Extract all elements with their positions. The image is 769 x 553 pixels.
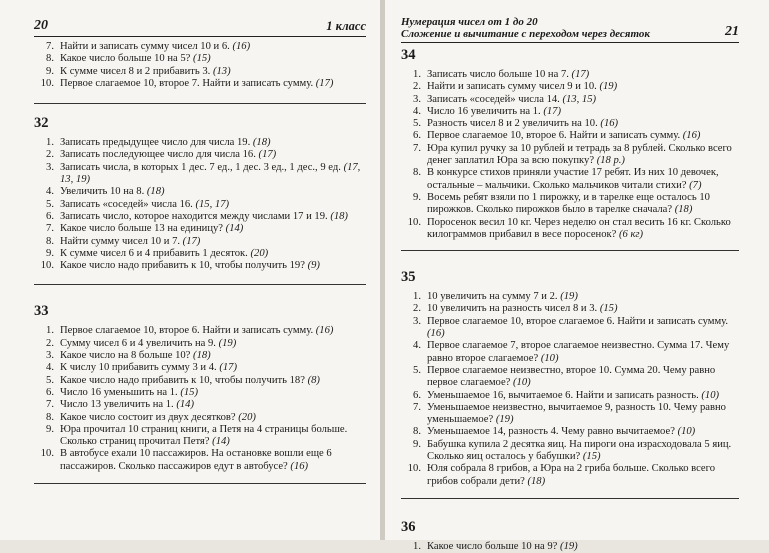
task-list — [34, 325, 366, 473]
task-text-block — [60, 325, 366, 337]
task-number: 3. — [413, 315, 421, 327]
task-text: Увеличить 10 на 8. — [60, 186, 145, 198]
task-text-block — [60, 137, 366, 149]
task-number: 10. — [40, 260, 54, 272]
task-item — [34, 350, 366, 362]
task-text-block — [427, 130, 739, 142]
task-answer: (8) — [307, 374, 320, 386]
task-number: 2. — [46, 337, 54, 349]
task-text-block — [60, 236, 366, 248]
task-text-block — [427, 463, 739, 488]
task-item — [34, 236, 366, 248]
task-item — [34, 260, 366, 272]
task-text-block — [427, 192, 739, 217]
task-text: Уменьшаемое 16, вычитаемое 6. Найти и записать разность. — [427, 389, 699, 401]
task-item — [34, 448, 366, 473]
section-divider — [34, 483, 366, 484]
task-number: 9. — [46, 65, 54, 77]
task-number: 7. — [413, 401, 421, 413]
task-number: 2. — [413, 81, 421, 93]
task-text: Первое слагаемое 10, второе 6. Найти и записать сумму. — [60, 325, 314, 337]
task-text-block — [427, 402, 739, 427]
task-text: Записать последующее число для числа 16. — [60, 149, 256, 161]
task-text: Первое слагаемое неизвестно, второе 10. Сумма 20. Чему равно первое слагаемое? — [427, 364, 716, 389]
task-item — [401, 541, 739, 553]
task-text-block — [60, 399, 366, 411]
task-item — [401, 463, 739, 488]
task-text-block — [60, 424, 366, 449]
task-number: 5. — [46, 198, 54, 210]
task-answer: (16) — [232, 41, 251, 52]
task-text: Какое число больше 10 на 9? — [427, 540, 558, 552]
task-number: 8. — [413, 167, 421, 179]
task-text: Какое число надо прибавить к 10, чтобы получить 18? — [60, 374, 305, 386]
task-number: 6. — [413, 389, 421, 401]
task-answer: (15, 17) — [195, 198, 230, 210]
task-number: 4. — [46, 362, 54, 374]
task-text: К сумме чисел 8 и 2 прибавить 3. — [60, 65, 211, 77]
task-text-block — [427, 143, 739, 168]
task-answer: (10) — [701, 389, 720, 401]
task-item — [401, 143, 739, 168]
task-number: 10. — [40, 448, 54, 460]
task-text-block — [427, 118, 739, 130]
task-answer: (16) — [290, 460, 309, 472]
section-divider — [401, 498, 739, 499]
task-item — [401, 291, 739, 303]
task-number: 4. — [413, 340, 421, 352]
task-item — [34, 362, 366, 374]
task-text: Число 16 уменьшить на 1. — [60, 386, 178, 398]
task-text-block — [427, 426, 739, 438]
task-item — [401, 118, 739, 130]
task-text: Первое слагаемое 10, второе 7. Найти и записать сумму. — [60, 77, 314, 89]
task-text: Разность чисел 8 и 2 увеличить на 10. — [427, 118, 598, 130]
section-divider — [401, 250, 739, 251]
task-text: Записать число, которое находится между числами 17 и 19. — [60, 210, 328, 222]
section-divider — [34, 103, 366, 104]
running-title-line-2: Сложение и вычитание с переходом через десяток — [401, 28, 650, 40]
task-text-block — [427, 81, 739, 93]
task-list — [34, 137, 366, 272]
task-item — [34, 199, 366, 211]
task-answer: (20) — [250, 247, 269, 259]
section-35 — [401, 269, 739, 499]
task-number: 10. — [407, 463, 421, 475]
task-number: 5. — [413, 118, 421, 130]
task-item — [34, 412, 366, 424]
task-answer: (18) — [330, 210, 348, 222]
running-title-line-1: Нумерация чисел от 1 до 20 — [401, 16, 538, 28]
task-number: 3. — [413, 93, 421, 105]
task-text-block — [60, 338, 366, 350]
task-answer: (17) — [571, 69, 590, 80]
task-answer: (15) — [582, 451, 601, 463]
task-text-block — [60, 412, 366, 424]
task-item — [401, 217, 739, 242]
section-32 — [34, 115, 366, 285]
task-answer: (16) — [682, 130, 701, 142]
task-text-block — [427, 340, 739, 365]
task-text: Бабушка купила 2 десятка яиц. На пироги она израсходовала 5 яиц. Сколько яиц осталось у бабушки? — [427, 438, 732, 463]
task-text-block — [60, 350, 366, 362]
task-item — [401, 81, 739, 93]
task-answer: (16) — [600, 118, 619, 130]
task-number: 9. — [46, 423, 54, 435]
task-number: 1. — [46, 325, 54, 337]
task-item — [34, 53, 366, 65]
section-33 — [34, 303, 366, 484]
task-text-block — [427, 217, 739, 242]
task-answer: (18) — [674, 204, 693, 216]
task-answer: (6 кг) — [619, 228, 644, 240]
task-text: Найти и записать сумму чисел 9 и 10. — [427, 81, 597, 93]
task-item — [401, 192, 739, 217]
task-answer: (16) — [427, 328, 445, 340]
task-text: В автобусе ехали 10 пассажиров. На остановке вошли еще 6 пассажиров. Сколько пассажиров едут в автобусе? — [60, 448, 332, 472]
task-text: Уменьшаемое 14, разность 4. Чему равно вычитаемое? — [427, 426, 675, 438]
task-text-block — [60, 248, 366, 260]
task-item — [34, 399, 366, 411]
task-item — [34, 137, 366, 149]
task-number: 9. — [413, 438, 421, 450]
task-number: 9. — [46, 247, 54, 259]
task-number: 7. — [46, 399, 54, 411]
task-item — [34, 186, 366, 198]
task-number: 6. — [46, 386, 54, 398]
task-text-block — [60, 149, 366, 161]
continued-task-list — [34, 41, 366, 90]
section-36 — [401, 519, 739, 553]
task-number: 4. — [413, 105, 421, 117]
task-text: Юра купил ручку за 10 рублей и тетрадь за 8 рублей. Сколько всего денег заплатил Юра за всю покупку? — [427, 142, 732, 167]
task-item — [34, 162, 366, 187]
task-answer: (10) — [540, 352, 559, 364]
task-text-block — [60, 375, 366, 387]
task-text: Первое слагаемое 10, второе 6. Найти и записать сумму. — [427, 130, 681, 142]
right-page — [385, 0, 769, 552]
task-text: 10 увеличить на сумму 7 и 2. — [427, 291, 558, 303]
task-answer: (14) — [176, 399, 195, 411]
task-answer: (19) — [495, 414, 514, 426]
task-item — [401, 390, 739, 402]
right-page-header — [401, 16, 739, 43]
task-text: Записать «соседей» числа 14. — [427, 93, 560, 105]
task-item — [34, 149, 366, 161]
left-page-header — [34, 18, 366, 37]
task-answer: (18) — [252, 137, 271, 149]
task-item — [34, 338, 366, 350]
task-answer: (16) — [315, 325, 334, 337]
task-number: 3. — [46, 161, 54, 173]
task-text-block — [60, 448, 366, 473]
task-text-block — [427, 365, 739, 390]
task-number: 8. — [46, 411, 54, 423]
task-number: 1. — [46, 137, 54, 149]
task-text: Записать числа, в которых 1 дес. 7 ед., 1 дес. 3 ед., 1 дес., 9 ед. — [60, 161, 341, 173]
task-answer: (14) — [212, 436, 230, 448]
task-answer: (17, 13, 19) — [60, 161, 361, 186]
task-number: 1. — [413, 291, 421, 303]
task-answer: (19) — [560, 291, 578, 303]
task-number: 1. — [413, 540, 421, 552]
section-divider — [34, 284, 366, 285]
task-answer: (17) — [258, 149, 277, 161]
section-title: 34 — [401, 47, 416, 63]
task-text: Уменьшаемое неизвестно, вычитаемое 9, разность 10. Чему равно уменьшаемое? — [427, 401, 726, 426]
task-answer: (9) — [307, 260, 320, 272]
task-item — [401, 303, 739, 315]
task-number: 8. — [413, 426, 421, 438]
task-item — [401, 365, 739, 390]
page-number: 21 — [725, 24, 739, 39]
task-text-block — [60, 362, 366, 374]
task-item — [401, 439, 739, 464]
task-number: 4. — [46, 186, 54, 198]
task-number: 6. — [46, 210, 54, 222]
task-item — [34, 78, 366, 90]
task-text-block — [60, 387, 366, 399]
task-answer: (14) — [225, 223, 244, 235]
task-answer: (17) — [315, 77, 334, 89]
task-item — [34, 248, 366, 260]
task-number: 6. — [413, 130, 421, 142]
task-answer: (18) — [193, 350, 211, 362]
task-list — [401, 69, 739, 241]
task-item — [34, 387, 366, 399]
task-text-block — [427, 106, 739, 118]
task-text: Первое слагаемое 7, второе слагаемое неизвестно. Сумма 17. Чему равно второе слагаемое? — [427, 340, 730, 364]
task-text-block — [427, 439, 739, 464]
task-number: 7. — [46, 41, 54, 52]
task-answer: (15) — [180, 386, 199, 398]
task-answer: (13) — [212, 65, 231, 77]
task-text-block — [427, 390, 739, 402]
task-text-block — [427, 69, 739, 81]
task-list — [401, 291, 739, 488]
running-title: 1 класс — [326, 19, 366, 33]
task-item — [401, 426, 739, 438]
task-number: 7. — [413, 142, 421, 154]
page-number: 20 — [34, 18, 48, 33]
task-item — [401, 106, 739, 118]
task-text-block — [60, 260, 366, 272]
section-title: 35 — [401, 269, 416, 286]
task-item — [34, 41, 366, 53]
task-text: Число 16 увеличить на 1. — [427, 105, 541, 117]
task-item — [34, 66, 366, 78]
task-text-block — [427, 541, 739, 553]
task-item — [401, 69, 739, 81]
task-answer: (13, 15) — [562, 93, 597, 105]
task-text: Восемь ребят взяли по 1 пирожку, и в тарелке еще осталось 10 пирожков. Сколько пирожков было в тарелке сначала? — [427, 191, 710, 216]
task-text: Найти и записать сумму чисел 10 и 6. — [60, 41, 230, 52]
task-number: 8. — [46, 53, 54, 65]
task-text-block — [427, 303, 739, 315]
task-answer: (20) — [238, 411, 256, 423]
task-text: Поросенок весил 10 кг. Через неделю он стал весить 16 кг. Сколько килограммов прибавил в весе поросенок? — [427, 216, 731, 240]
task-answer: (17) — [219, 362, 237, 374]
task-answer: (10) — [513, 377, 531, 389]
left-page — [0, 0, 380, 540]
task-text: Сумму чисел 6 и 4 увеличить на 9. — [60, 337, 216, 349]
task-text-block — [427, 94, 739, 106]
task-text-block — [60, 162, 366, 187]
task-list — [401, 541, 739, 553]
task-text: Найти сумму чисел 10 и 7. — [60, 235, 181, 247]
task-number: 2. — [413, 303, 421, 315]
task-text-block — [60, 53, 366, 65]
task-item — [401, 167, 739, 192]
task-item — [401, 316, 739, 341]
task-item — [34, 424, 366, 449]
task-answer: (15) — [599, 303, 618, 315]
task-number: 10. — [40, 77, 54, 89]
task-answer: (19) — [560, 540, 578, 552]
task-number: 9. — [413, 191, 421, 203]
task-text: Число 13 увеличить на 1. — [60, 399, 174, 411]
task-answer: (17) — [182, 235, 201, 247]
task-text: К сумме чисел 6 и 4 прибавить 1 десяток. — [60, 247, 248, 259]
task-item — [401, 94, 739, 106]
task-number: 10. — [407, 216, 421, 228]
task-answer: (18) — [527, 475, 546, 487]
task-answer: (19) — [599, 81, 618, 93]
section-title: 32 — [34, 115, 49, 132]
task-answer: (7) — [689, 179, 702, 191]
task-text-block — [60, 223, 366, 235]
task-text: Юра прочитал 10 страниц книги, а Петя на 4 страницы больше. Сколько страниц прочитал Петя? — [60, 423, 348, 448]
task-text-block — [427, 316, 739, 341]
task-text-block — [60, 211, 366, 223]
task-item — [401, 402, 739, 427]
task-number: 7. — [46, 223, 54, 235]
task-item — [401, 130, 739, 142]
task-number: 2. — [46, 149, 54, 161]
task-answer: (15) — [193, 53, 211, 65]
task-text: К числу 10 прибавить сумму 3 и 4. — [60, 362, 217, 374]
task-text: Какое число больше 13 на единицу? — [60, 223, 224, 235]
task-answer: (17) — [543, 105, 562, 117]
task-text: Первое слагаемое 10, второе слагаемое 6. Найти и записать сумму. — [427, 315, 729, 327]
task-answer: (10) — [677, 426, 696, 438]
task-number: 3. — [46, 350, 54, 362]
task-item — [34, 325, 366, 337]
task-text: Юля собрала 8 грибов, а Юра на 2 гриба больше. Сколько всего грибов собрали дети? — [427, 463, 715, 487]
task-text: Записать число больше 10 на 7. — [427, 69, 569, 80]
task-text: Какое число надо прибавить к 10, чтобы получить 19? — [60, 260, 305, 272]
task-item — [34, 223, 366, 235]
task-text: Записать предыдущее число для числа 19. — [60, 137, 251, 149]
task-item — [34, 375, 366, 387]
task-number: 5. — [46, 374, 54, 386]
task-text-block — [60, 41, 366, 53]
task-number: 8. — [46, 235, 54, 247]
task-text-block — [60, 66, 366, 78]
task-text: 10 увеличить на разность чисел 8 и 3. — [427, 303, 598, 315]
task-text: Записать «соседей» числа 16. — [60, 198, 193, 210]
section-title: 33 — [34, 303, 49, 320]
task-item — [34, 211, 366, 223]
task-number: 5. — [413, 364, 421, 376]
task-answer: (19) — [218, 337, 237, 349]
section-34 — [401, 47, 739, 251]
task-answer: (18 р.) — [596, 155, 625, 167]
task-text: Какое число больше 10 на 5? — [60, 53, 191, 65]
task-text: Какое число состоит из двух десятков? — [60, 411, 236, 423]
task-text: Какое число на 8 больше 10? — [60, 350, 191, 362]
task-text-block — [60, 186, 366, 198]
task-item — [401, 340, 739, 365]
task-text-block — [427, 167, 739, 192]
task-text-block — [60, 199, 366, 211]
task-text-block — [427, 291, 739, 303]
task-answer: (18) — [146, 186, 165, 198]
task-text-block — [60, 78, 366, 90]
task-text: В конкурсе стихов приняли участие 17 ребят. Из них 10 девочек, остальные – мальчики. Сколько мальчиков читали стихи? — [427, 167, 719, 191]
section-title: 36 — [401, 518, 416, 535]
task-number: 1. — [413, 69, 421, 80]
